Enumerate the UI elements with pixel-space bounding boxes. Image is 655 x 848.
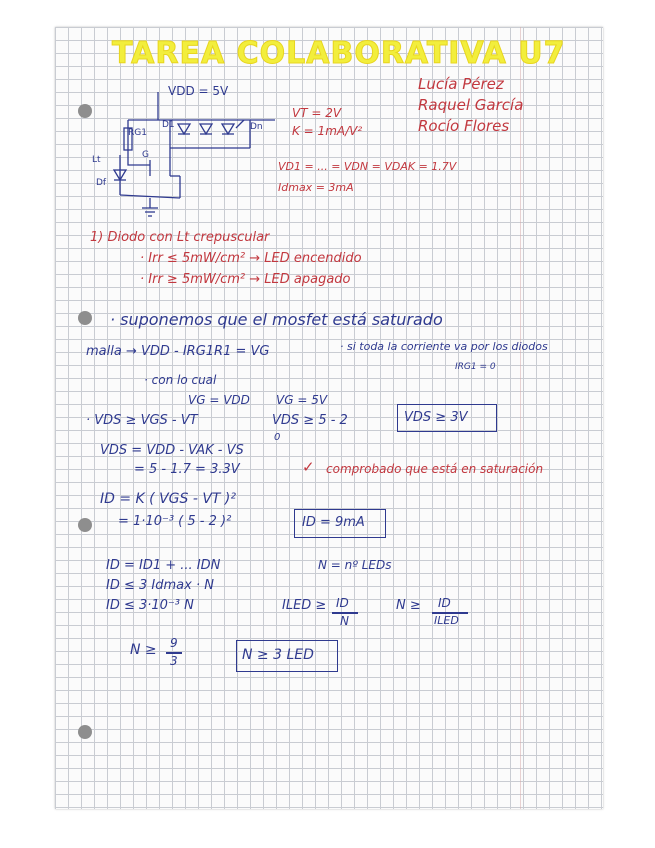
vds-result-value: = 5 - 1.7 = 3.3V [134,462,240,477]
n-fraction-den: ILED [434,614,459,627]
section1-cond1: · Irr ≤ 5mW/cm² → LED encendido [140,251,362,266]
saturation-check: comprobado que está en saturación [326,462,544,476]
circuit-df: Df [96,178,107,188]
inequality-2: ID ≤ 3·10⁻³ N [106,598,194,613]
binder-hole [78,725,92,739]
iled-fraction-num: ID [336,596,349,610]
n-min-den: 3 [170,654,178,668]
current-note: · si toda la corriente va por los diodos [340,340,548,353]
final-result: N ≥ 3 LED [242,647,314,663]
binder-hole [78,518,92,532]
id-equation: ID = K ( VGS - VT )² [100,491,237,507]
author-2: Raquel García [418,96,524,114]
page-title: TAREA COLABORATIVA U7 [112,36,566,71]
param-von: VD1 = ... = VDN = VDAK = 1.7V [278,160,457,173]
circuit-vdd: VDD = 5V [168,84,229,98]
author-3: Rocío Flores [418,117,510,135]
irg-value: IRG1 = 0 [455,362,496,372]
n-min-num: 9 [170,636,178,650]
section1-heading: 1) Diodo con Lt crepuscular [90,230,270,245]
vds-numeric: VDS ≥ 5 - 2 [272,413,348,428]
vs-zero: 0 [274,432,281,443]
vds-equation: VDS = VDD - VAK - VS [100,443,244,458]
sum-equation: ID = ID1 + ... IDN [106,558,221,573]
circuit-diagram [100,80,280,220]
malla-equation: malla → VDD - IRG1R1 = VG [86,344,270,359]
id-numeric: = 1·10⁻³ ( 5 - 2 )² [118,514,232,529]
assumption: · suponemos que el mosfet está saturado [110,310,443,329]
param-vt: VT = 2V [292,106,342,120]
check-mark: ✓ [302,458,315,476]
section1-cond2: · Irr ≥ 5mW/cm² → LED apagado [140,272,351,287]
n-fraction-num: ID [438,596,451,610]
inequality-1: ID ≤ 3 Idmax · N [106,578,214,593]
n-definition: N = nº LEDs [318,558,392,572]
circuit-g: G [142,150,149,160]
con-lo-cual: · con lo cual [144,373,217,387]
binder-hole [78,311,92,325]
id-result: ID = 9mA [302,515,365,530]
param-k: K = 1mA/V² [292,124,363,138]
circuit-rg1: RG1 [128,128,147,138]
n-min-label: N ≥ [130,642,157,658]
circuit-dn: Dn [250,122,263,132]
binder-hole [78,104,92,118]
circuit-d1: D1 [162,120,175,130]
iled-label: ILED ≥ [282,598,327,613]
vds-result: VDS ≥ 3V [404,410,468,425]
margin-line [520,27,521,809]
vds-condition: · VDS ≥ VGS - VT [86,413,198,428]
author-1: Lucía Pérez [418,75,504,93]
vg-equals-vdd: VG = VDD [188,393,250,407]
iled-fraction-den: N [340,614,349,628]
n-ge-label: N ≥ [396,598,421,613]
vg-value: VG = 5V [276,393,328,407]
param-imax: Idmax = 3mA [278,181,354,194]
circuit-lt: Lt [92,155,101,165]
